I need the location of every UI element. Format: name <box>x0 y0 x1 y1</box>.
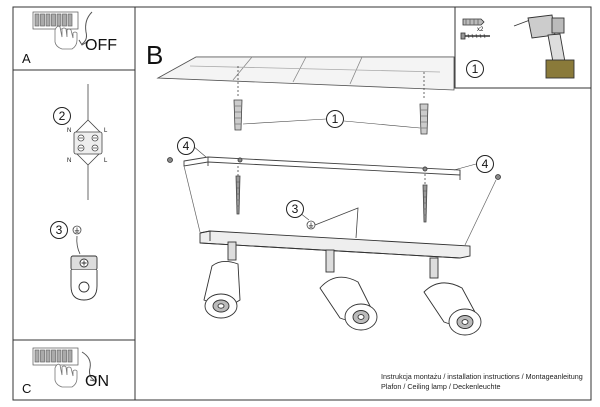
caption-line-1: Instrukcja montażu / installation instructions / Montageanleitung <box>381 372 583 381</box>
callout-anchors: 1 <box>326 110 344 128</box>
callout-ground: 3 <box>50 221 68 239</box>
terminal-label-n-bottom: N <box>67 158 72 164</box>
kit-quantity: x2 <box>477 27 484 33</box>
ground-symbol-icon <box>73 226 81 254</box>
callout-anchor-kit: 1 <box>466 60 484 78</box>
wall-plug-icon <box>463 19 484 25</box>
screw-icon <box>461 33 490 39</box>
caption <box>381 372 583 392</box>
terminal-label-l-bottom: L <box>104 158 108 164</box>
ceiling-plate <box>158 57 454 90</box>
fuse-box-icon <box>33 348 78 365</box>
ground-symbol-icon <box>307 208 358 238</box>
terminal-label-l-top: L <box>104 128 108 134</box>
caption-line-2: Plafon / Ceiling lamp / Deckenleuchte <box>381 382 501 391</box>
callout-ground-main: 3 <box>286 200 304 218</box>
terminal-label-n-top: N <box>67 128 72 134</box>
hand-icon <box>55 364 77 387</box>
fuse-box-icon <box>33 12 78 29</box>
drill-icon <box>514 15 574 78</box>
mounting-bracket <box>184 157 460 180</box>
terminal-block <box>74 84 102 200</box>
callout-terminal-block: 2 <box>53 107 71 125</box>
callout-bracket-screw-right: 4 <box>476 155 494 173</box>
callout-bracket-screw-left: 4 <box>177 137 195 155</box>
panel-c-letter: C <box>22 381 32 396</box>
hand-icon <box>55 26 77 49</box>
spotlight-icon <box>424 258 481 335</box>
lamp-base-bar <box>200 231 470 258</box>
spotlight-icon <box>320 250 377 330</box>
panel-a-state: OFF <box>85 37 117 54</box>
ground-clamp <box>71 256 97 300</box>
panel-c-state: ON <box>85 373 109 390</box>
panel-a-letter: A <box>22 51 31 66</box>
fixing-screws <box>236 166 427 222</box>
panel-b-letter: B <box>146 40 164 70</box>
spotlight-icon <box>204 242 240 318</box>
